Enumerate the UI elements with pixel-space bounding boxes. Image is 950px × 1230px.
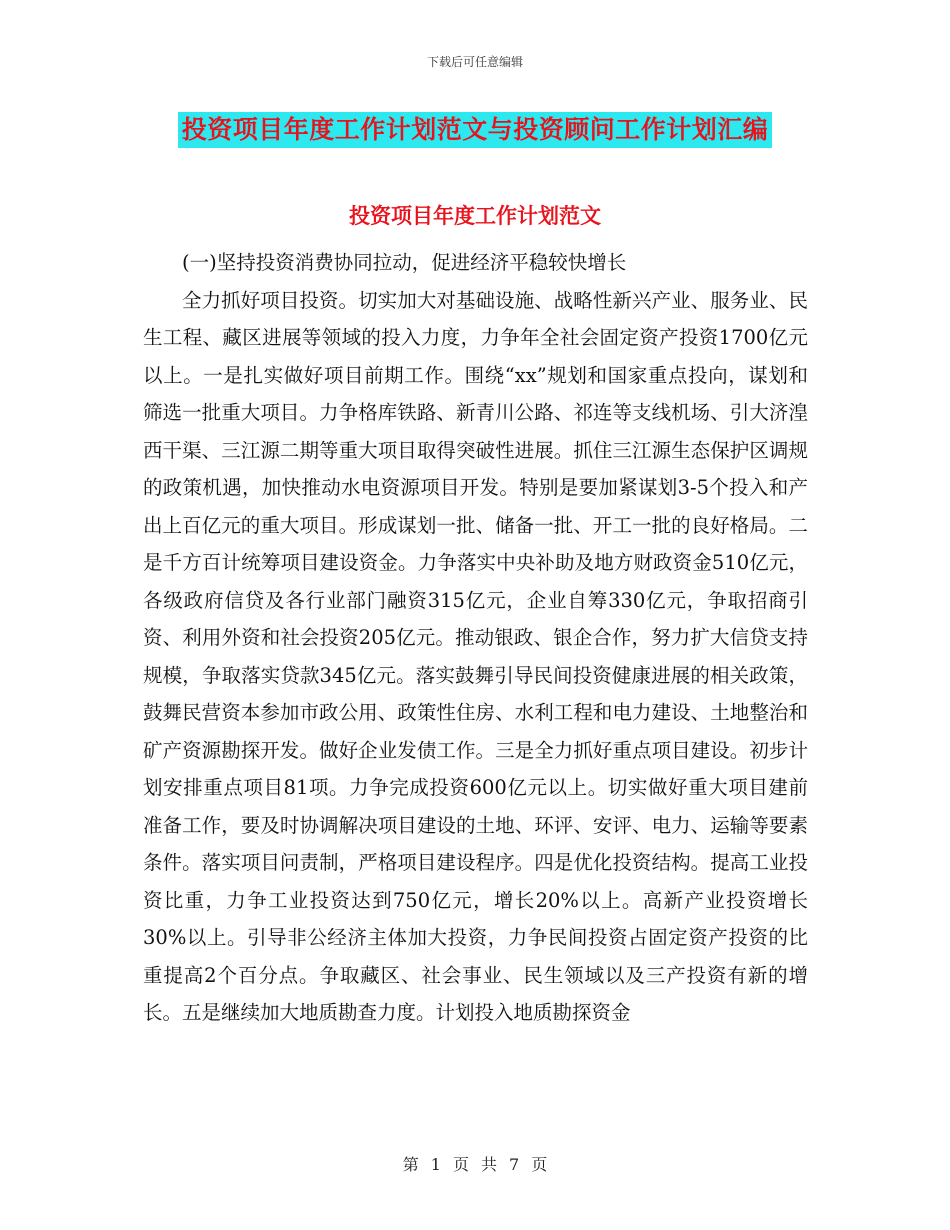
footer-total-suffix: 页 <box>531 1155 548 1174</box>
footer-page-mid: 页 <box>452 1155 469 1174</box>
page-header-note: 下载后可任意编辑 <box>426 55 523 69</box>
footer-page-prefix: 第 <box>402 1155 419 1174</box>
footer-total-pages: 7 <box>509 1155 520 1174</box>
footer-page-number: 1 <box>430 1155 441 1174</box>
document-body <box>143 244 808 1032</box>
section-title: 投资项目年度工作计划范文 <box>349 204 601 228</box>
body-paragraph: (一)坚持投资消费协同拉动，促进经济平稳较快增长 <box>182 251 627 274</box>
body-paragraph: 全力抓好项目投资。切实加大对基础设施、战略性新兴产业、服务业、民生工程、藏区进展等领域的投入力度，力争年全社会固定资产投资1700亿元以上。一是扎实做好项目前期工作。围绕“xx”规划和国家重点投向，谋划和筛选一批重大项目。力争格库铁路、新青川公路、祁连等支线机场、引大济湟西干渠、三江源二期等重大项目取得突破性进展。抓住三江源生态保护区调规的政策机遇，加快推动水电资源项目开发。特别是要加紧谋划3-5个投入和产出上百亿元的重大项目。形成谋划一批、储备一批、开工一批的良好格局。二是千方百计统筹项目建设资金。力争落实中央补助及地方财政资金510亿元，各级政府信贷及各行业部门融资315亿元，企业自筹330亿元，争取招商引资、利用外资和社会投资205亿元。推动银政、银企合作，努力扩大信贷支持规模，争取落实贷款345亿元。落实鼓舞引导民间投资健康进展的相关政策，鼓舞民营资本参加市政公用、政策性住房、水利工程和电力建设、土地整治和矿产资源勘探开发。做好企业发债工作。三是全力抓好重点项目建设。初步计划安排重点项目81项。力争完成投资600亿元以上。切实做好重大项目建前准备工作，要及时协调解决项目建设的土地、环评、安评、电力、运输等要素条件。落实项目问责制，严格项目建设程序。四是优化投资结构。提高工业投资比重，力争工业投资达到750亿元，增长20%以上。高新产业投资增长30%以上。引导非公经济主体加大投资，力争民间投资占固定资产投资的比重提高2个百分点。争取藏区、社会事业、民生领域以及三产投资有新的增长。五是继续加大地质勘查力度。计划投入地质勘探资金 <box>143 288 808 1024</box>
document-title <box>0 112 950 148</box>
document-title-text: 投资项目年度工作计划范文与投资顾问工作计划汇编 <box>178 112 773 148</box>
page-footer <box>0 1152 950 1175</box>
footer-total-prefix: 共 <box>481 1155 498 1174</box>
